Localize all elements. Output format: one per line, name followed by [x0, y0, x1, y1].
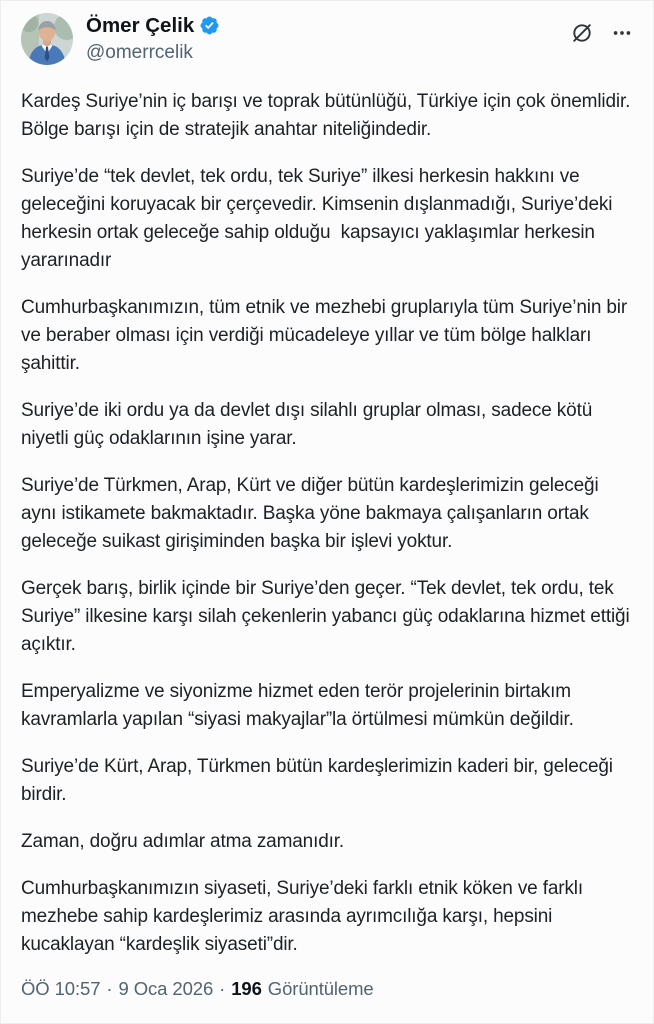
tweet-paragraph: Zaman, doğru adımlar atma zamanıdır. [21, 831, 345, 852]
more-options-icon[interactable] [611, 22, 633, 44]
header-actions [571, 13, 633, 44]
timestamp-time: ÖÖ 10:57 [21, 978, 101, 999]
tweet-detail [1, 1, 653, 1000]
display-name[interactable]: Ömer Çelik [86, 14, 195, 37]
tweet-paragraph: Cumhurbaşkanımızın, tüm etnik ve mezhebi gruplarıyla tüm Suriye’nin bir ve beraber olması için verdiği mücadeleye yıllar ve tüm bölge halkları şahittir. [21, 297, 633, 374]
timestamp-date: 9 Oca 2026 [118, 978, 214, 999]
tweet-paragraph: Suriye’de Türkmen, Arap, Kürt ve diğer bütün kardeşlerimizin geleceği aynı istikamete bakmaktadır. Başka yöne bakmaya çalışanların ortak geleceğe suikast girişiminden başka bir işlevi yoktur. [21, 475, 604, 552]
avatar-photo [21, 13, 73, 65]
tweet-paragraph: Suriye’de “tek devlet, tek ordu, tek Suriye” ilkesi herkesin hakkını ve geleceğini koruyacak bir çerçevedir. Kimsenin dışlanmadığı, Suriye’deki herkesin ortak geleceğe sahip olduğu kapsayıcı yaklaşımlar herkesin yararınadır [21, 166, 618, 271]
tweet-paragraph: Gerçek barış, birlik içinde bir Suriye’den geçer. “Tek devlet, tek ordu, tek Suriye” ilkesine karşı silah çekenlerin yabancı güç odaklarına hizmet ettiği açıktır. [21, 578, 635, 655]
tweet-paragraph: Emperyalizme ve siyonizme hizmet eden terör projelerinin birtakım kavramlarla yapılan “siyasi makyajlar”la örtülmesi mümkün değildir. [21, 681, 577, 730]
verified-badge-icon [199, 15, 220, 36]
display-name-row[interactable] [86, 13, 571, 39]
tweet-body [21, 88, 636, 959]
views-count[interactable]: 196 [231, 978, 262, 999]
user-handle[interactable]: @omerrcelik [86, 41, 193, 63]
avatar[interactable] [21, 13, 73, 65]
tweet-paragraph: Cumhurbaşkanımızın siyaseti, Suriye’deki farklı etnik köken ve farklı mezhebe sahip kardeşlerimiz arasında ayrımcılığa karşı, hepsini kucaklayan “kardeşlik siyaseti”dir. [21, 878, 589, 955]
views-label[interactable]: Görüntüleme [267, 978, 374, 999]
tweet-header [21, 13, 633, 65]
meta-separator: · [106, 978, 113, 999]
meta-separator: · [219, 978, 226, 999]
tweet-paragraph: Suriye’de Kürt, Arap, Türkmen bütün kardeşlerimizin kaderi bir, geleceği birdir. [21, 756, 619, 805]
grok-icon[interactable] [571, 22, 593, 44]
tweet-paragraph: Kardeş Suriye’nin iç barışı ve toprak bütünlüğü, Türkiye için çok önemlidir. Bölge barışı için de stratejik anahtar niteliğindedir. [21, 91, 636, 140]
tweet-paragraph: Suriye’de iki ordu ya da devlet dışı silahlı gruplar olması, sadece kötü niyetli güç odaklarının işine yarar. [21, 400, 598, 449]
tweet-meta [21, 978, 633, 1000]
user-identity [86, 13, 571, 64]
